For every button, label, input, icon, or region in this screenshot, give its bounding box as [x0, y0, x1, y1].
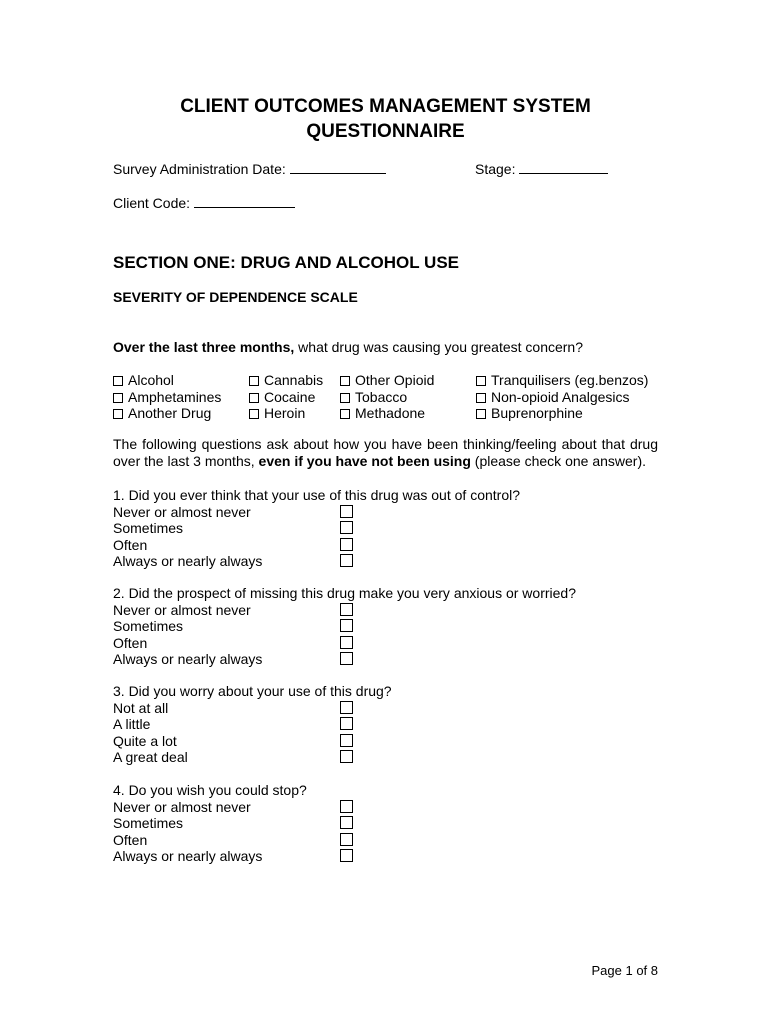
- drug-option-label: Methadone: [355, 405, 426, 421]
- drug-checkbox[interactable]: [113, 376, 123, 386]
- answer-checkbox[interactable]: [340, 717, 353, 730]
- answer-label: A little: [113, 716, 151, 732]
- drug-option-label: Amphetamines: [128, 388, 222, 405]
- answer-option: [113, 848, 658, 865]
- drug-checkbox[interactable]: [249, 376, 259, 386]
- drug-option-label: Cannabis: [264, 372, 324, 388]
- drug-checkbox[interactable]: [476, 393, 486, 403]
- drug-column: [249, 372, 323, 422]
- answer-checkbox[interactable]: [340, 800, 353, 813]
- drug-checkbox[interactable]: [340, 376, 350, 386]
- answer-checkbox[interactable]: [340, 554, 353, 567]
- drug-checkbox[interactable]: [113, 393, 123, 403]
- answer-checkbox[interactable]: [340, 619, 353, 632]
- drug-option: [476, 372, 648, 389]
- answer-label: Always or nearly always: [113, 553, 263, 569]
- drug-column: [113, 372, 221, 422]
- stage-blank[interactable]: [519, 161, 608, 174]
- drug-option: [340, 389, 434, 406]
- drug-option: [476, 389, 648, 406]
- drug-column: [476, 372, 648, 422]
- answer-checkbox[interactable]: [340, 849, 353, 862]
- stage-field: [475, 161, 608, 177]
- answer-label: Always or nearly always: [113, 651, 263, 667]
- answer-option: [113, 799, 658, 816]
- answer-checkbox[interactable]: [340, 652, 353, 665]
- answer-option: [113, 749, 658, 766]
- answer-label: Often: [113, 831, 148, 848]
- question-text: 1. Did you ever think that your use of this drug was out of control?: [113, 487, 520, 503]
- drug-option: [113, 389, 221, 406]
- answer-option: [113, 815, 658, 832]
- section-title: SECTION ONE: DRUG AND ALCOHOL USE: [113, 253, 459, 272]
- answer-option: [113, 716, 658, 733]
- drug-option: [340, 405, 434, 422]
- survey-date-field: [113, 161, 386, 177]
- answer-label: Not at all: [113, 699, 169, 716]
- drug-checkbox[interactable]: [113, 409, 123, 419]
- drug-option: [249, 405, 323, 422]
- drug-option-label: Other Opioid: [355, 372, 435, 388]
- answer-checkbox[interactable]: [340, 816, 353, 829]
- drug-option-label: Buprenorphine: [491, 405, 583, 421]
- answer-checkbox[interactable]: [340, 521, 353, 534]
- survey-date-blank[interactable]: [290, 161, 386, 174]
- prompt-rest: what drug was causing you greatest concern?: [294, 339, 584, 355]
- title-line-1: CLIENT OUTCOMES MANAGEMENT SYSTEM: [180, 96, 591, 117]
- client-code-blank[interactable]: [194, 195, 295, 208]
- question-block: [113, 782, 658, 865]
- client-code-field: [113, 195, 295, 211]
- drug-checkbox[interactable]: [249, 393, 259, 403]
- answer-option: [113, 733, 658, 750]
- answer-label: A great deal: [113, 749, 188, 765]
- answer-label: Often: [113, 634, 148, 651]
- instructions-paragraph: [113, 436, 658, 470]
- answer-label: Sometimes: [113, 618, 184, 634]
- answer-checkbox[interactable]: [340, 603, 353, 616]
- answer-label: Never or almost never: [113, 601, 251, 618]
- drug-option: [113, 405, 221, 422]
- title-line-2: QUESTIONNAIRE: [306, 121, 465, 142]
- answer-checkbox[interactable]: [340, 750, 353, 763]
- stage-label: Stage:: [475, 161, 516, 177]
- answer-checkbox[interactable]: [340, 636, 353, 649]
- answer-option: [113, 700, 658, 717]
- answer-label: Never or almost never: [113, 798, 251, 815]
- drug-option: [340, 372, 434, 389]
- prompt-bold: Over the last three months,: [113, 339, 295, 355]
- intro-part-1: The following questions ask about how you have been thinking/feeling about that drug over the last 3 months,: [113, 436, 658, 469]
- question-block: [113, 487, 658, 570]
- question-text: 3. Did you worry about your use of this drug?: [113, 683, 392, 699]
- intro-bold: even if you have not been using: [258, 453, 471, 469]
- drug-checkbox[interactable]: [476, 409, 486, 419]
- question-block: [113, 585, 658, 668]
- answer-option: [113, 651, 658, 668]
- drug-option: [249, 389, 323, 406]
- drug-option: [476, 405, 648, 422]
- answer-label: Often: [113, 536, 148, 553]
- drug-option-label: Non-opioid Analgesics: [491, 388, 630, 405]
- answer-option: [113, 602, 658, 619]
- document-page: [113, 0, 658, 1024]
- drug-checkbox[interactable]: [340, 409, 350, 419]
- intro-part-2: (please check one answer).: [470, 453, 646, 469]
- answer-label: Never or almost never: [113, 503, 251, 520]
- answer-option: [113, 832, 658, 849]
- survey-date-label: Survey Administration Date:: [113, 161, 286, 177]
- document-title: [113, 94, 658, 144]
- answer-option: [113, 520, 658, 537]
- answer-option: [113, 537, 658, 554]
- answer-option: [113, 618, 658, 635]
- drug-checkbox[interactable]: [476, 376, 486, 386]
- answer-checkbox[interactable]: [340, 505, 353, 518]
- answer-checkbox[interactable]: [340, 538, 353, 551]
- answer-label: Sometimes: [113, 520, 184, 536]
- drug-option: [113, 372, 221, 389]
- answer-checkbox[interactable]: [340, 833, 353, 846]
- answer-option: [113, 635, 658, 652]
- scale-title: SEVERITY OF DEPENDENCE SCALE: [113, 289, 358, 305]
- question-text: 2. Did the prospect of missing this drug make you very anxious or worried?: [113, 585, 576, 601]
- client-code-label: Client Code:: [113, 195, 191, 211]
- answer-option: [113, 553, 658, 570]
- drug-option-label: Alcohol: [128, 372, 174, 388]
- question-text: 4. Do you wish you could stop?: [113, 782, 307, 798]
- drug-option: [249, 372, 323, 389]
- drug-option-label: Cocaine: [264, 388, 316, 405]
- drug-option-label: Another Drug: [128, 405, 212, 421]
- drug-checkbox[interactable]: [340, 393, 350, 403]
- drug-checkbox[interactable]: [249, 409, 259, 419]
- drug-prompt: [113, 339, 583, 355]
- drug-option-label: Tranquilisers (eg.benzos): [491, 372, 649, 388]
- page-number: Page 1 of 8: [591, 963, 658, 978]
- answer-label: Sometimes: [113, 815, 184, 831]
- answer-option: [113, 504, 658, 521]
- answer-checkbox[interactable]: [340, 701, 353, 714]
- answer-label: Always or nearly always: [113, 848, 263, 864]
- question-block: [113, 683, 658, 766]
- answer-label: Quite a lot: [113, 732, 177, 749]
- drug-option-label: Heroin: [264, 405, 306, 421]
- drug-column: [340, 372, 434, 422]
- drug-option-label: Tobacco: [355, 388, 408, 405]
- answer-checkbox[interactable]: [340, 734, 353, 747]
